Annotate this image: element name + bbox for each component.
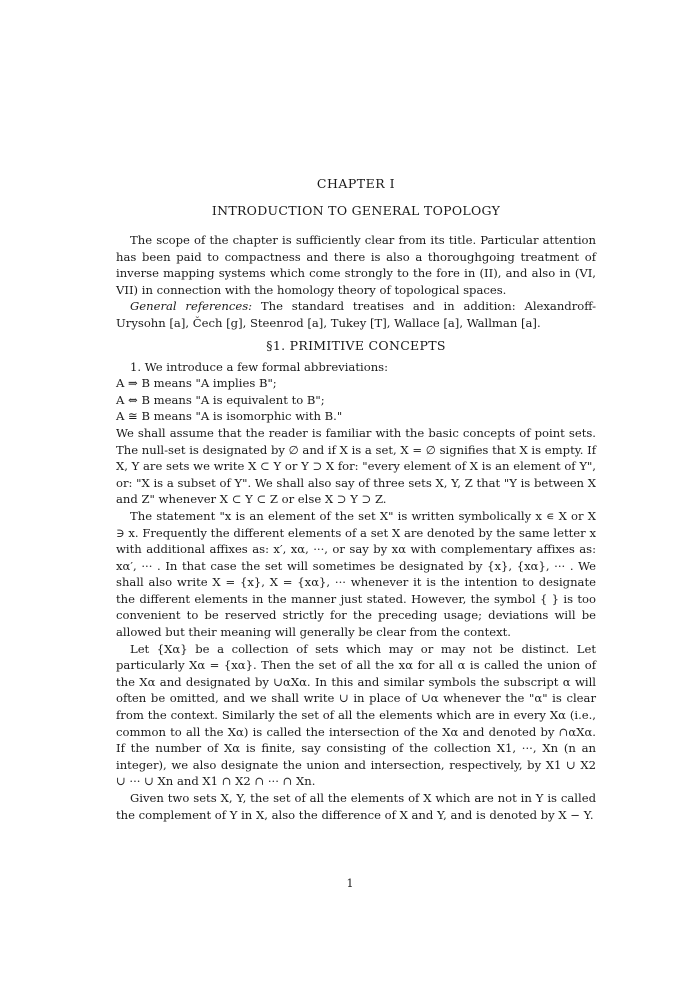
references-label: General references: (130, 299, 253, 314)
section-heading: §1. PRIMITIVE CONCEPTS (266, 337, 446, 353)
intro-paragraph: The scope of the chapter is sufficiently clear from its title. Particular attention has been paid to compactness and there is also a thoroughgoing treatment of inverse mapping systems which come strongly to the fore in (II), and also in (VI, VII) in connection with the homology theory of topological spaces. (116, 233, 596, 297)
chapter-title: INTRODUCTION TO GENERAL TOPOLOGY (211, 203, 501, 218)
paragraph-elements: The statement "x is an element of the set X" is written symbolically x ∊ X or X ∋ x. Frequently the different elements of a set X are denoted by the same letter x with additional affixes as: x′, xα, ···, or say by xα with complementary affixes as: xα′, ··· . In that case the set will sometimes be designated by {x}, {xα}, ··· . We shall also write X = {x}, X = {xα}, ··· whenever it is the intention to designate the different elements in the manner just stated. However, the symbol { } is too convenient to be reserved strictly for the preceding usage; deviations will be allowed but their meaning will generally be clear from the context. (116, 508, 596, 640)
page-content (116, 176, 596, 823)
references-text: The standard treatises and in addition: Alexandroff-Urysohn [a], Čech [g], Steenrod [a], Tukey [T], Wallace [a], Wallman [a]. (116, 299, 596, 330)
paragraph-point-sets: We shall assume that the reader is familiar with the basic concepts of point sets. The null-set is designated by ∅ and if X is a set, X = ∅ signifies that X is empty. If X, Y are sets we write X ⊂ Y or Y ⊃ X for: "every element of X is an element of Y", or: "X is a subset of Y". We shall also say of three sets X, Y, Z that "Y is between X and Z" whenever X ⊂ Y ⊂ Z or else X ⊃ Y ⊃ Z. (116, 425, 596, 507)
paragraph-union-intersection: Let {Xα} be a collection of sets which may or may not be distinct. Let particularly Xα = {xα}. Then the set of all the xα for all α is called the union of the Xα and designated by ∪αXα. In this and similar symbols the subscript α will often be omitted, and we shall write ∪ in place of ∪α whenever the "α" is clear from the context. Similarly the set of all the elements which are in every Xα (i.e., common to all the Xα) is called the intersection of the Xα and denoted by ∩αXα. If the number of Xα is finite, say consisting of the collection X1, ···, Xn (n an integer), we also designate the union and intersection, respectively, by X1 ∪ X2 ∪ ··· ∪ Xn and X1 ∩ X2 ∩ ··· ∩ Xn. (116, 641, 596, 789)
general-references (116, 298, 596, 331)
abbreviation-implies: A ⇒ B means "A implies B"; (116, 376, 277, 391)
abbreviation-equivalent: A ⇔ B means "A is equivalent to B"; (116, 392, 325, 407)
paragraph-complement: Given two sets X, Y, the set of all the elements of X which are not in Y is called the complement of Y in X, also the difference of X and Y, and is denoted by X − Y. (116, 791, 596, 822)
page-number: 1 (346, 877, 354, 890)
abbreviation-isomorphic: A ≅ B means "A is isomorphic with B." (116, 409, 343, 424)
chapter-number: CHAPTER I (316, 176, 396, 191)
item-1-intro: 1. We introduce a few formal abbreviations: (130, 359, 389, 374)
